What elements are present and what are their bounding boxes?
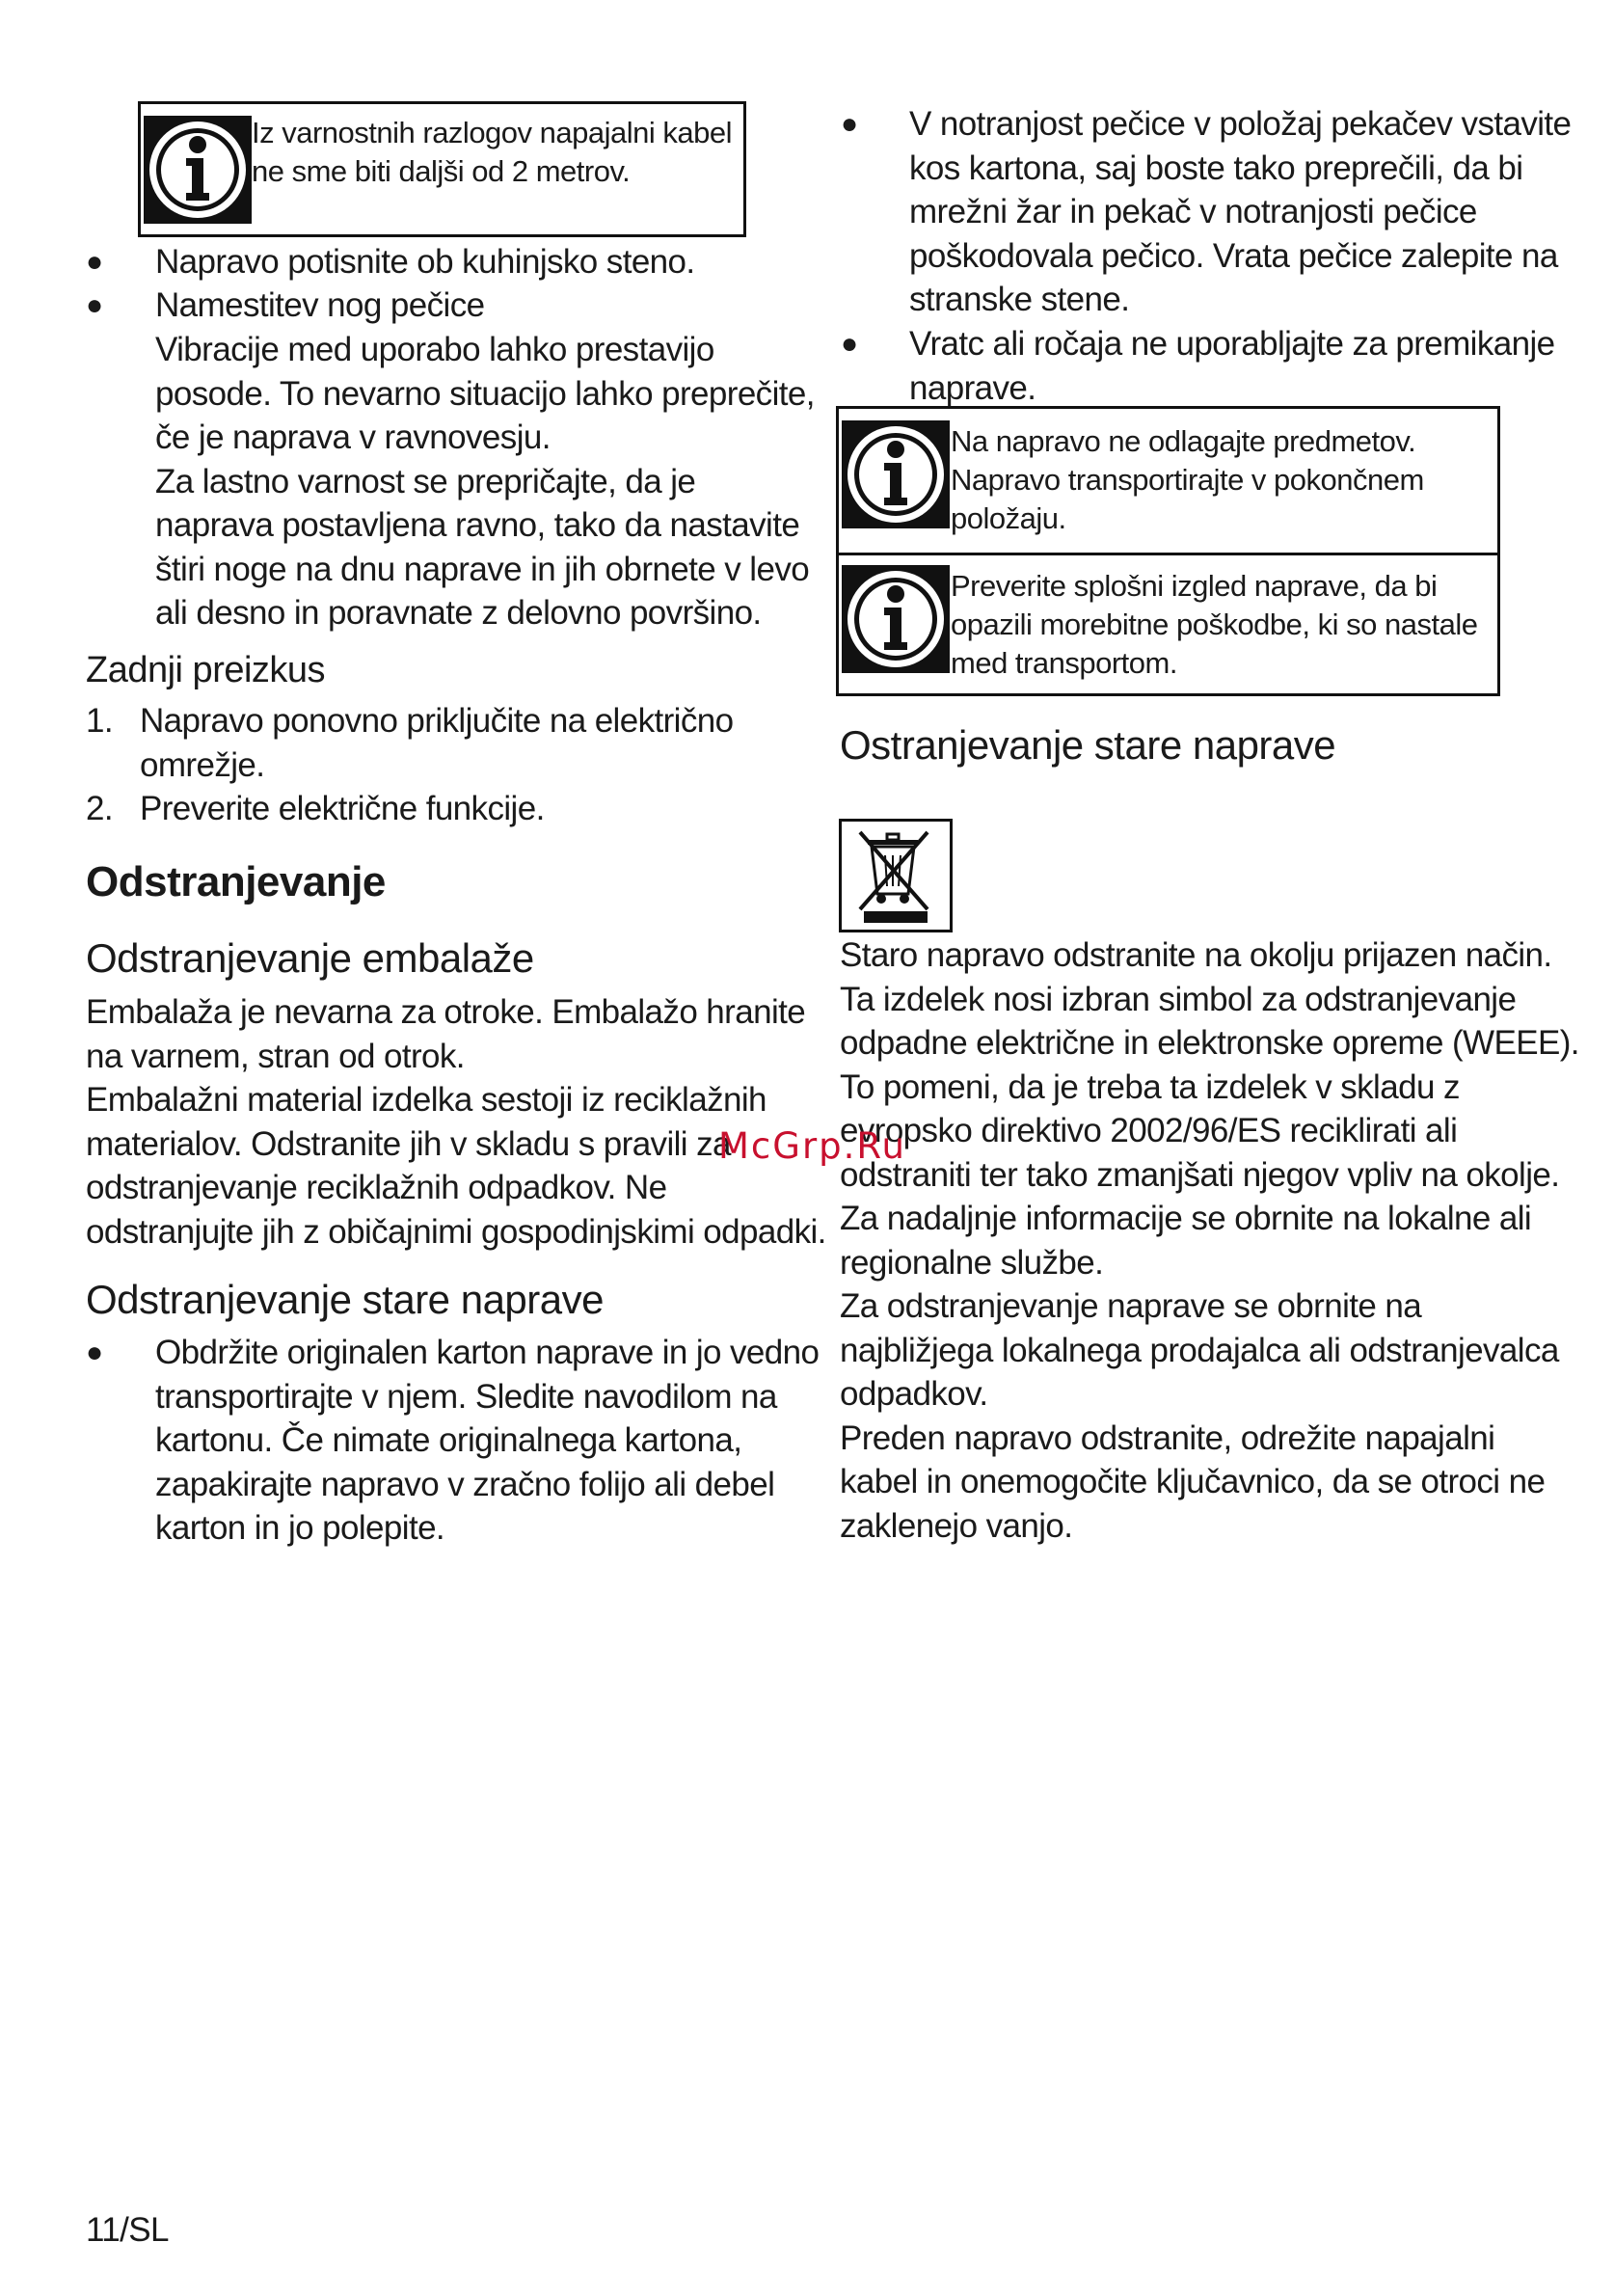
body-line: kabel in onemogočite ključavnico, da se otroci ne: [840, 1463, 1546, 1500]
bullet-dot: ●: [86, 289, 104, 321]
oven-feet-title: Namestitev nog pečice: [155, 286, 485, 324]
body-line: Obdržite originalen karton naprave in jo vedno: [155, 1334, 820, 1371]
note-divider: [839, 553, 1497, 555]
oven-feet-body: [155, 328, 815, 635]
note-line: Na napravo ne odlagajte predmetov.: [951, 424, 1416, 458]
body-line: poškodovala pečico. Vrata pečice zalepite na: [909, 236, 1558, 275]
bullet-dot: ●: [841, 108, 859, 140]
old-device-bullet: [155, 1331, 819, 1551]
body-line: odpadkov.: [840, 1375, 988, 1413]
step-number: 2.: [86, 790, 113, 827]
body-line: Ta izdelek nosi izbran simbol za odstranjevanje: [840, 980, 1517, 1018]
body-line: Za odstranjevanje naprave se obrnite na: [840, 1287, 1422, 1325]
body-line: Preden napravo odstranite, odrežite napajalni: [840, 1418, 1495, 1457]
body-line: naprava postavljena ravno, tako da nastavite: [155, 506, 800, 544]
body-line: štiri noge na dnu naprave in jih obrnete v levo: [155, 550, 810, 588]
body-line: mrežni žar in pekač v notranjosti pečice: [909, 193, 1477, 230]
note-line: Iz varnostnih razlogov napajalni kabel: [252, 116, 732, 149]
body-line: odstranjujte jih z običajnimi gospodinjskimi odpadki.: [86, 1212, 826, 1251]
bullet-dot: ●: [86, 1337, 104, 1368]
body-line: Za nadaljnje informacije se obrnite na lokalne ali: [840, 1200, 1532, 1237]
body-line: če je naprava v ravnovesju.: [155, 419, 551, 456]
body-line: Staro napravo odstranite na okolju prijazen način.: [840, 936, 1552, 974]
step-line: omrežje.: [140, 745, 265, 784]
weee-text: [840, 933, 1579, 1548]
body-line: evropsko direktivo 2002/96/ES reciklirati ali: [840, 1112, 1458, 1149]
body-line: zaklenejo vanjo.: [840, 1506, 1073, 1545]
info-icon: [842, 565, 950, 673]
note-line: opazili morebitne poškodbe, ki so nastale: [951, 608, 1478, 641]
body-line: na varnem, stran od otrok.: [86, 1037, 465, 1075]
body-line: kartonu. Če nimate originalnega kartona,: [155, 1421, 742, 1459]
disposal-heading: Odstranjevanje: [86, 858, 386, 905]
info-icon: [144, 116, 252, 224]
packaging-heading: Odstranjevanje embalaže: [86, 935, 534, 981]
handle-bullet: [909, 322, 1555, 410]
body-line: materialov. Odstranite jih v skladu s pravili za: [86, 1124, 731, 1163]
body-line: Vratc ali ročaja ne uporabljajte za premikanje: [909, 325, 1555, 363]
note-line: Preverite splošni izgled naprave, da bi: [951, 569, 1438, 603]
body-line: regionalne službe.: [840, 1243, 1104, 1282]
body-line: Embalažni material izdelka sestoji iz reciklažnih: [86, 1081, 767, 1119]
note-line: položaju.: [951, 501, 1066, 535]
body-line: V notranjost pečice v položaj pekačev vstavite: [909, 105, 1572, 143]
packaging-body: [86, 990, 826, 1254]
note-line: med transportom.: [951, 646, 1177, 680]
body-line: kos kartona, saj boste tako preprečili, da bi: [909, 149, 1523, 187]
body-line: transportirajte v njem. Sledite navodilom na: [155, 1377, 777, 1416]
bullet-dot: ●: [86, 246, 104, 278]
body-line: najbližjega lokalnega prodajalca ali odstranjevalca: [840, 1331, 1559, 1369]
body-line: Vibracije med uporabo lahko prestavijo: [155, 331, 714, 368]
safety-note-cable: [138, 101, 746, 237]
body-line: stranske stene.: [909, 281, 1130, 318]
body-line: Embalaža je nevarna za otroke. Embalažo hranite: [86, 993, 806, 1031]
watermark: McGrp.Ru: [718, 1125, 906, 1167]
final-test-heading: Zadnji preizkus: [86, 650, 326, 690]
step-text: [140, 699, 733, 787]
body-line: odstranjevanje reciklažnih odpadkov. Ne: [86, 1169, 667, 1206]
body-line: karton in jo polepite.: [155, 1509, 445, 1547]
step-text: Preverite električne funkcije.: [140, 790, 545, 827]
body-line: Za lastno varnost se prepričajte, da je: [155, 462, 696, 500]
push-to-wall-text: Napravo potisnite ob kuhinjsko steno.: [155, 243, 695, 281]
cardboard-bullet: [909, 102, 1571, 322]
note-line: Napravo transportirajte v pokončnem: [951, 463, 1424, 497]
body-line: To pomeni, da je treba ta izdelek v skladu z: [840, 1067, 1460, 1106]
step-line: Napravo ponovno priključite na električno: [140, 702, 734, 740]
bullet-dot: ●: [841, 328, 859, 360]
body-line: zapakirajte napravo v zračno folijo ali debel: [155, 1465, 775, 1503]
body-line: posode. To nevarno situacijo lahko preprečite,: [155, 374, 815, 413]
page-number: 11/SL: [86, 2211, 169, 2249]
old-device-heading-left: Odstranjevanje stare naprave: [86, 1277, 604, 1322]
old-device-heading-right: Ostranjevanje stare naprave: [840, 722, 1336, 768]
crossed-bin-icon: [839, 819, 953, 932]
body-line: odpadne električne in elektronske opreme (WEEE).: [840, 1024, 1579, 1062]
step-number: 1.: [86, 702, 113, 740]
body-line: odstraniti ter tako zmanjšati njegov vpliv na okolje.: [840, 1155, 1560, 1194]
body-line: naprave.: [909, 368, 1036, 407]
info-icon: [842, 420, 950, 528]
body-line: ali desno in poravnate z delovno površino.: [155, 594, 762, 632]
transport-notes: [836, 406, 1500, 696]
note-line: ne sme biti daljši od 2 metrov.: [252, 154, 631, 188]
